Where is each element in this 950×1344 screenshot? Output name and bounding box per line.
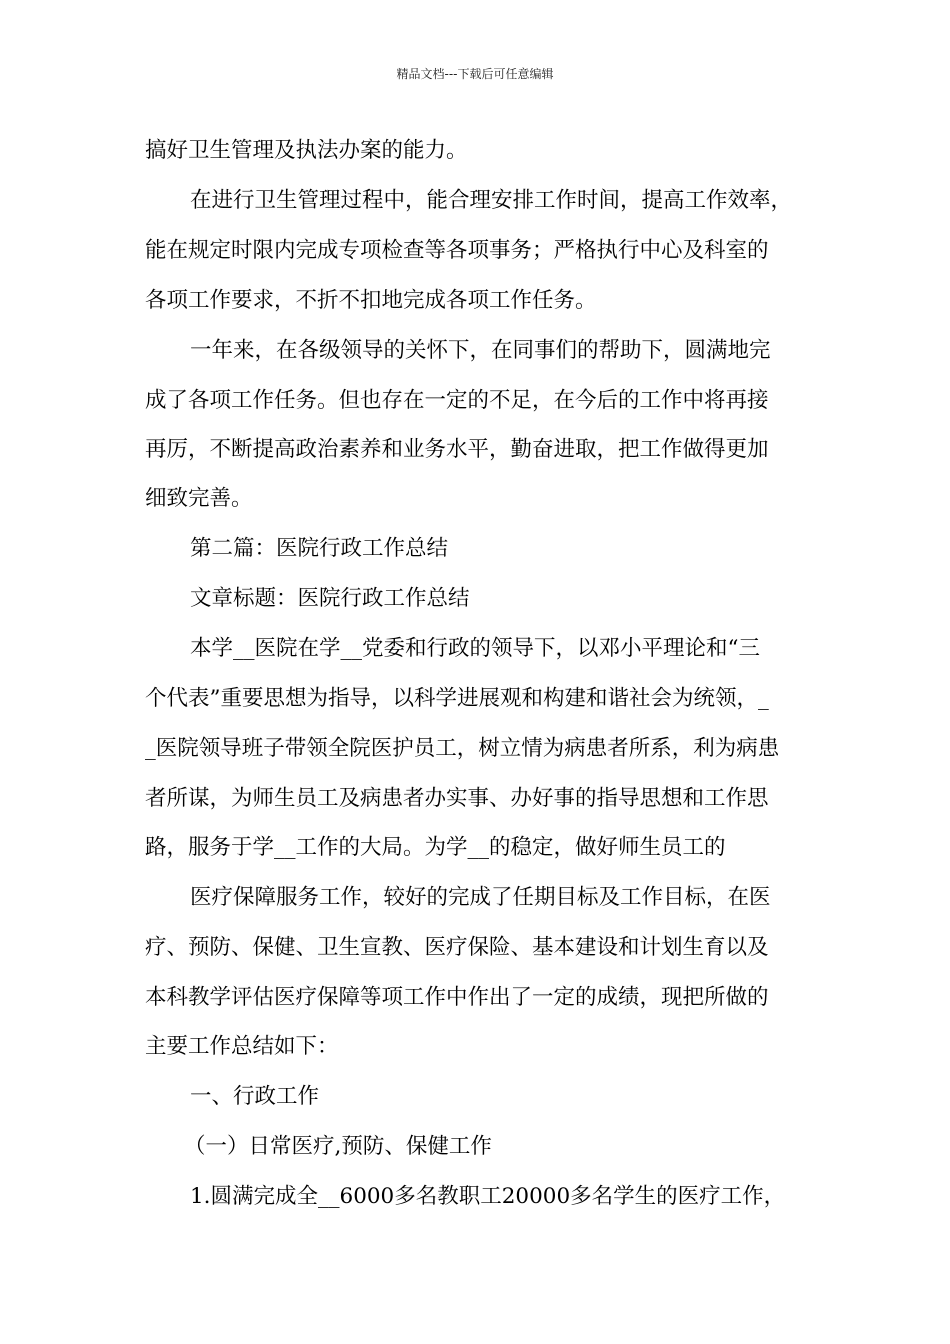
paragraph-line: 能在规定时限内完成专项检查等各项事务；严格执行中心及科室的	[145, 238, 769, 263]
paragraph-line: 路，服务于学__工作的大局。为学__的稳定，做好师生员工的	[145, 835, 726, 860]
page-header: 精品文档---下载后可任意编辑	[396, 67, 554, 81]
subsection-heading: （一）日常医疗,预防、保健工作	[184, 1134, 492, 1159]
paragraph-line: 主要工作总结如下：	[145, 1034, 339, 1059]
paragraph-line: 本学__医院在学__党委和行政的领导下，以邓小平理论和“三	[190, 636, 760, 661]
paragraph-line: 疗、预防、保健、卫生宣教、医疗保险、基本建设和计划生育以及	[145, 935, 769, 960]
paragraph-line: 搞好卫生管理及执法办案的能力。	[145, 138, 468, 163]
paragraph-line: 个代表”重要思想为指导，以科学进展观和构建和谐社会为统领，_	[145, 686, 769, 711]
paragraph-line: 本科教学评估医疗保障等项工作中作出了一定的成绩，现把所做的	[145, 985, 769, 1010]
paragraph-line: 一年来，在各级领导的关怀下，在同事们的帮助下，圆满地完	[190, 338, 771, 363]
paragraph-line: 成了各项工作任务。但也存在一定的不足，在今后的工作中将再接	[145, 388, 769, 413]
paragraph-line: 医疗保障服务工作，较好的完成了任期目标及工作目标，在医	[190, 885, 771, 910]
paragraph-line: 在进行卫生管理过程中，能合理安排工作时间，提高工作效率，	[190, 188, 793, 213]
section-heading: 一、行政工作	[190, 1084, 320, 1109]
paragraph-line: 再厉，不断提高政治素养和业务水平，勤奋进取，把工作做得更加	[145, 437, 769, 462]
section-heading: 第二篇：医院行政工作总结	[190, 536, 449, 561]
paragraph-line: 细致完善。	[145, 486, 253, 511]
article-title: 文章标题：医院行政工作总结	[190, 586, 470, 611]
paragraph-line: 者所谋，为师生员工及病患者办实事、办好事的指导思想和工作思	[145, 786, 769, 811]
paragraph-line: 1.圆满完成全__6000多名教职工20000多名学生的医疗工作，	[190, 1184, 786, 1209]
paragraph-line: 各项工作要求，不折不扣地完成各项工作任务。	[145, 288, 597, 313]
paragraph-line: _医院领导班子带领全院医护员工，树立情为病患者所系，利为病患	[145, 736, 780, 761]
